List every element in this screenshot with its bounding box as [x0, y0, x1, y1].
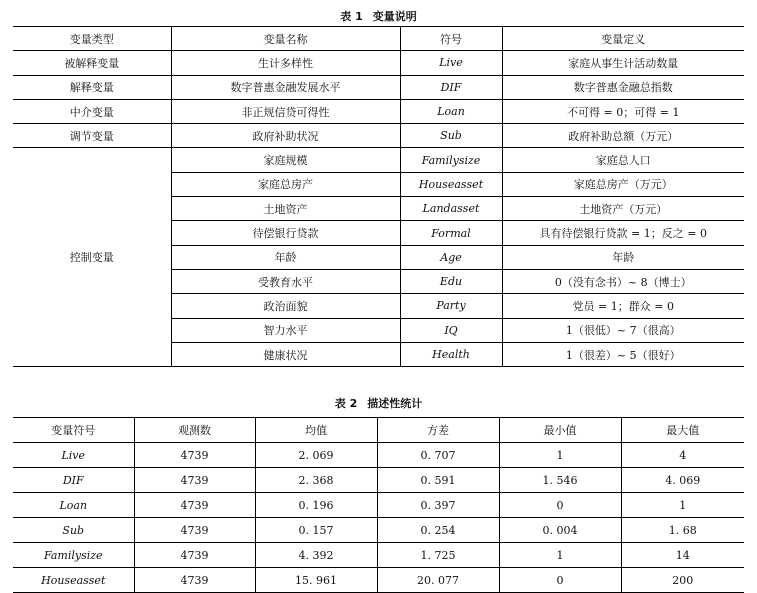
table1-row [13, 75, 744, 99]
table1-header-cell: 符号 [400, 27, 502, 51]
variable-name-cell: 政府补助状况 [171, 124, 400, 148]
table1-header-cell: 变量名称 [171, 27, 400, 51]
table2-row [13, 493, 744, 518]
variable-name-cell: 年龄 [171, 245, 400, 269]
table1-row [13, 148, 744, 172]
variable-symbol-cell: Formal [400, 221, 502, 245]
variable-symbol-cell: Edu [400, 269, 502, 293]
variable-definition-cell: 0（没有念书）~ 8（博士） [502, 269, 744, 293]
stat-mean-cell: 0. 157 [255, 518, 377, 543]
table1-header-cell: 变量类型 [13, 27, 171, 51]
variable-name-cell: 土地资产 [171, 197, 400, 221]
table1-row [13, 51, 744, 75]
variable-symbol-cell: DIF [400, 75, 502, 99]
variable-type-cell: 解释变量 [13, 75, 171, 99]
stat-obs-cell: 4739 [134, 518, 255, 543]
variable-definition-cell: 家庭总人口 [502, 148, 744, 172]
variable-name-cell: 待偿银行贷款 [171, 221, 400, 245]
variable-definition-cell: 土地资产（万元） [502, 197, 744, 221]
table1-header-cell: 变量定义 [502, 27, 744, 51]
variable-description-table [13, 26, 744, 367]
variable-name-cell: 健康状况 [171, 342, 400, 366]
variable-definition-cell: 不可得 = 0；可得 = 1 [502, 99, 744, 123]
table2-header-cell: 方差 [377, 418, 499, 443]
stat-mean-cell: 15. 961 [255, 568, 377, 593]
variable-symbol-cell: Sub [400, 124, 502, 148]
stat-symbol-cell: Sub [13, 518, 134, 543]
stat-mean-cell: 0. 196 [255, 493, 377, 518]
stat-min-cell: 1 [499, 543, 621, 568]
variable-symbol-cell: Age [400, 245, 502, 269]
table2-caption [0, 395, 757, 411]
variable-symbol-cell: Loan [400, 99, 502, 123]
variable-symbol-cell: Familysize [400, 148, 502, 172]
stat-variance-cell: 0. 397 [377, 493, 499, 518]
variable-definition-cell: 具有待偿银行贷款 = 1；反之 = 0 [502, 221, 744, 245]
variable-definition-cell: 1（很差）~ 5（很好） [502, 342, 744, 366]
variable-symbol-cell: IQ [400, 318, 502, 342]
table1-caption [0, 8, 757, 24]
stat-max-cell: 14 [621, 543, 744, 568]
variable-name-cell: 非正规信贷可得性 [171, 99, 400, 123]
variable-name-cell: 家庭总房产 [171, 172, 400, 196]
table2-header-cell: 变量符号 [13, 418, 134, 443]
variable-symbol-cell: Houseasset [400, 172, 502, 196]
stat-min-cell: 0 [499, 493, 621, 518]
variable-definition-cell: 党员 = 1；群众 = 0 [502, 294, 744, 318]
stat-min-cell: 0. 004 [499, 518, 621, 543]
variable-definition-cell: 家庭从事生计活动数量 [502, 51, 744, 75]
variable-definition-cell: 政府补助总额（万元） [502, 124, 744, 148]
stat-variance-cell: 0. 707 [377, 443, 499, 468]
variable-definition-cell: 年龄 [502, 245, 744, 269]
table2-row [13, 468, 744, 493]
table2-header-cell: 最小值 [499, 418, 621, 443]
variable-name-cell: 智力水平 [171, 318, 400, 342]
stat-symbol-cell: Familysize [13, 543, 134, 568]
stat-mean-cell: 2. 069 [255, 443, 377, 468]
stat-symbol-cell: DIF [13, 468, 134, 493]
table1-caption-title: 变量说明 [372, 10, 417, 23]
variable-symbol-cell: Landasset [400, 197, 502, 221]
table1-caption-number: 表 1 [340, 10, 363, 23]
table2-caption-number: 表 2 [334, 397, 358, 410]
variable-type-cell: 中介变量 [13, 99, 171, 123]
variable-definition-cell: 1（很低）~ 7（很高） [502, 318, 744, 342]
stat-obs-cell: 4739 [134, 493, 255, 518]
table2-header-cell: 均值 [255, 418, 377, 443]
variable-definition-cell: 数字普惠金融总指数 [502, 75, 744, 99]
stat-max-cell: 1 [621, 493, 744, 518]
table2-row [13, 518, 744, 543]
table1-row [13, 99, 744, 123]
variable-type-cell: 被解释变量 [13, 51, 171, 75]
variable-symbol-cell: Live [400, 51, 502, 75]
variable-name-cell: 家庭规模 [171, 148, 400, 172]
stat-max-cell: 4 [621, 443, 744, 468]
table1-row [13, 124, 744, 148]
stat-obs-cell: 4739 [134, 568, 255, 593]
variable-symbol-cell: Party [400, 294, 502, 318]
variable-name-cell: 生计多样性 [171, 51, 400, 75]
stat-obs-cell: 4739 [134, 468, 255, 493]
stat-obs-cell: 4739 [134, 443, 255, 468]
variable-type-cell: 调节变量 [13, 124, 171, 148]
table2-header-row [13, 418, 744, 443]
stat-min-cell: 0 [499, 568, 621, 593]
stat-variance-cell: 20. 077 [377, 568, 499, 593]
table2-row [13, 443, 744, 468]
variable-symbol-cell: Health [400, 342, 502, 366]
variable-definition-cell: 家庭总房产（万元） [502, 172, 744, 196]
stat-obs-cell: 4739 [134, 543, 255, 568]
stat-mean-cell: 2. 368 [255, 468, 377, 493]
variable-name-cell: 受教育水平 [171, 269, 400, 293]
stat-max-cell: 1. 68 [621, 518, 744, 543]
table1-header-row [13, 27, 744, 51]
table2-caption-title: 描述性统计 [367, 397, 423, 410]
stat-min-cell: 1 [499, 443, 621, 468]
table2-header-cell: 最大值 [621, 418, 744, 443]
stat-variance-cell: 0. 591 [377, 468, 499, 493]
table2-row [13, 568, 744, 593]
stat-max-cell: 4. 069 [621, 468, 744, 493]
variable-name-cell: 政治面貌 [171, 294, 400, 318]
variable-name-cell: 数字普惠金融发展水平 [171, 75, 400, 99]
stat-max-cell: 200 [621, 568, 744, 593]
table2-row [13, 543, 744, 568]
variable-type-cell: 控制变量 [13, 148, 171, 367]
stat-symbol-cell: Loan [13, 493, 134, 518]
stat-symbol-cell: Houseasset [13, 568, 134, 593]
descriptive-statistics-table [13, 417, 744, 593]
table2-header-cell: 观测数 [134, 418, 255, 443]
stat-mean-cell: 4. 392 [255, 543, 377, 568]
stat-min-cell: 1. 546 [499, 468, 621, 493]
stat-variance-cell: 0. 254 [377, 518, 499, 543]
stat-symbol-cell: Live [13, 443, 134, 468]
stat-variance-cell: 1. 725 [377, 543, 499, 568]
